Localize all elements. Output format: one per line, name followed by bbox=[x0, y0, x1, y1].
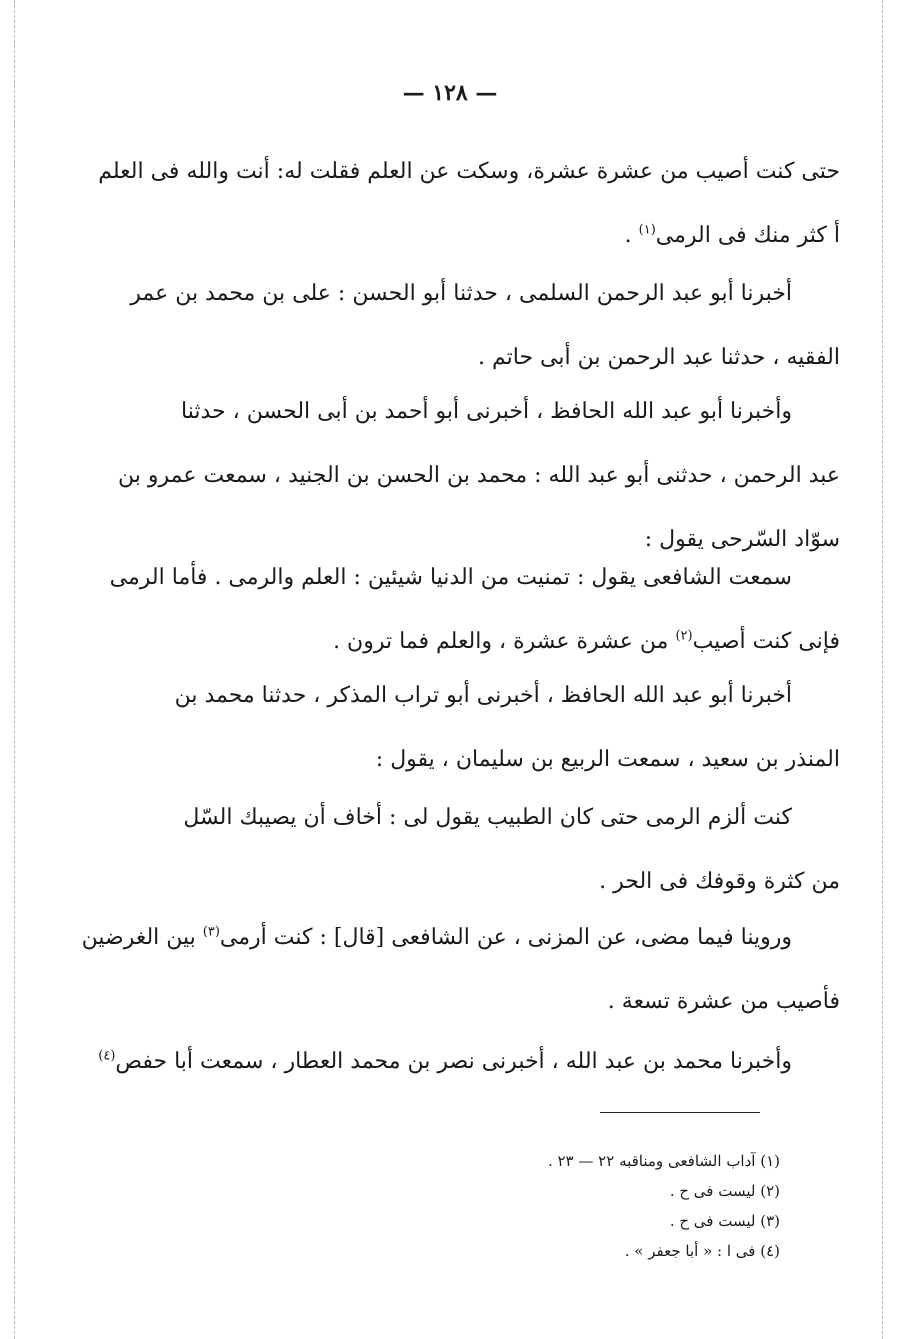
paragraph-2 bbox=[110, 262, 840, 390]
scan-margin-line-right bbox=[882, 0, 883, 1339]
paragraph-line: حتى كنت أصيب من عشرة عشرة، وسكت عن العلم فقلت له: أنت والله فى العلم bbox=[98, 159, 840, 184]
paragraph-line: سمعت الشافعى يقول : تمنيت من الدنيا شيئين : العلم والرمى . فأما الرمى bbox=[109, 565, 792, 590]
footnote-marker: (٤) bbox=[98, 1048, 116, 1064]
footnotes bbox=[380, 1146, 780, 1266]
paragraph-3 bbox=[110, 380, 840, 572]
paragraph-line bbox=[81, 906, 840, 970]
paragraph-6 bbox=[110, 786, 840, 914]
paragraph-line: المنذر بن سعيد ، سمعت الربيع بن سليمان ، يقول : bbox=[375, 747, 840, 772]
paragraph-line: من كثرة وقوفك فى الحر . bbox=[599, 869, 840, 894]
paragraph-5 bbox=[110, 664, 840, 792]
paragraph-line: أخبرنا أبو عبد الله الحافظ ، أخبرنى أبو تراب المذكر ، حدثنا محمد بن bbox=[174, 683, 792, 708]
paragraph-1 bbox=[98, 140, 840, 268]
line-tail: بين الغرضين bbox=[81, 925, 203, 950]
paragraph-line: عبد الرحمن ، حدثنى أبو عبد الله : محمد بن الحسن بن الجنيد ، سمعت عمرو بن bbox=[118, 463, 840, 488]
paragraph-8 bbox=[98, 1030, 840, 1094]
line-text: فإنى كنت أصيب bbox=[692, 629, 840, 654]
paragraph-line bbox=[98, 1030, 840, 1094]
paragraph-line: فأصيب من عشرة تسعة . bbox=[607, 989, 840, 1014]
footnote-3: (٣) ليست فى ح . bbox=[669, 1212, 780, 1230]
footnote-1: (١) آداب الشافعى ومناقبه ٢٢ — ٢٣ . bbox=[547, 1152, 780, 1170]
footnote-marker: (٢) bbox=[675, 628, 693, 644]
footnote-marker: (١) bbox=[638, 222, 656, 238]
footnote-2: (٢) ليست فى ح . bbox=[669, 1182, 780, 1200]
line-text: وأخبرنا محمد بن عبد الله ، أخبرنى نصر بن محمد العطار ، سمعت أبا حفص bbox=[115, 1049, 792, 1074]
paragraph-7 bbox=[81, 906, 840, 1034]
paragraph-4 bbox=[110, 546, 840, 674]
line-text: وروينا فيما مضى، عن المزنى ، عن الشافعى [قال] : كنت أرمى bbox=[219, 925, 792, 950]
line-tail: من عشرة عشرة ، والعلم فما ترون . bbox=[333, 629, 676, 654]
scan-margin-line-left bbox=[14, 0, 15, 1339]
page-number: — ١٢٨ — bbox=[402, 80, 498, 106]
paragraph-line: الفقيه ، حدثنا عبد الرحمن بن أبى حاتم . bbox=[477, 345, 840, 370]
paragraph-line: كنت ألزم الرمى حتى كان الطبيب يقول لى : أخاف أن يصيبك السّل bbox=[183, 805, 792, 830]
line-text: أ كثر منك فى الرمى bbox=[655, 223, 840, 248]
paragraph-line: وأخبرنا أبو عبد الله الحافظ ، أخبرنى أبو أحمد بن أبى الحسن ، حدثنا bbox=[181, 399, 792, 424]
footnote-separator bbox=[600, 1112, 760, 1113]
paragraph-line: سوّاد السّرحى يقول : bbox=[644, 527, 840, 552]
line-tail: . bbox=[624, 223, 639, 248]
footnote-marker: (٣) bbox=[202, 924, 220, 940]
paragraph-line: أخبرنا أبو عبد الرحمن السلمى ، حدثنا أبو الحسن : على بن محمد بن عمر bbox=[130, 281, 792, 306]
paragraph-line bbox=[110, 204, 840, 268]
footnote-4: (٤) فى ا : « أبا جعفر » . bbox=[624, 1242, 780, 1260]
